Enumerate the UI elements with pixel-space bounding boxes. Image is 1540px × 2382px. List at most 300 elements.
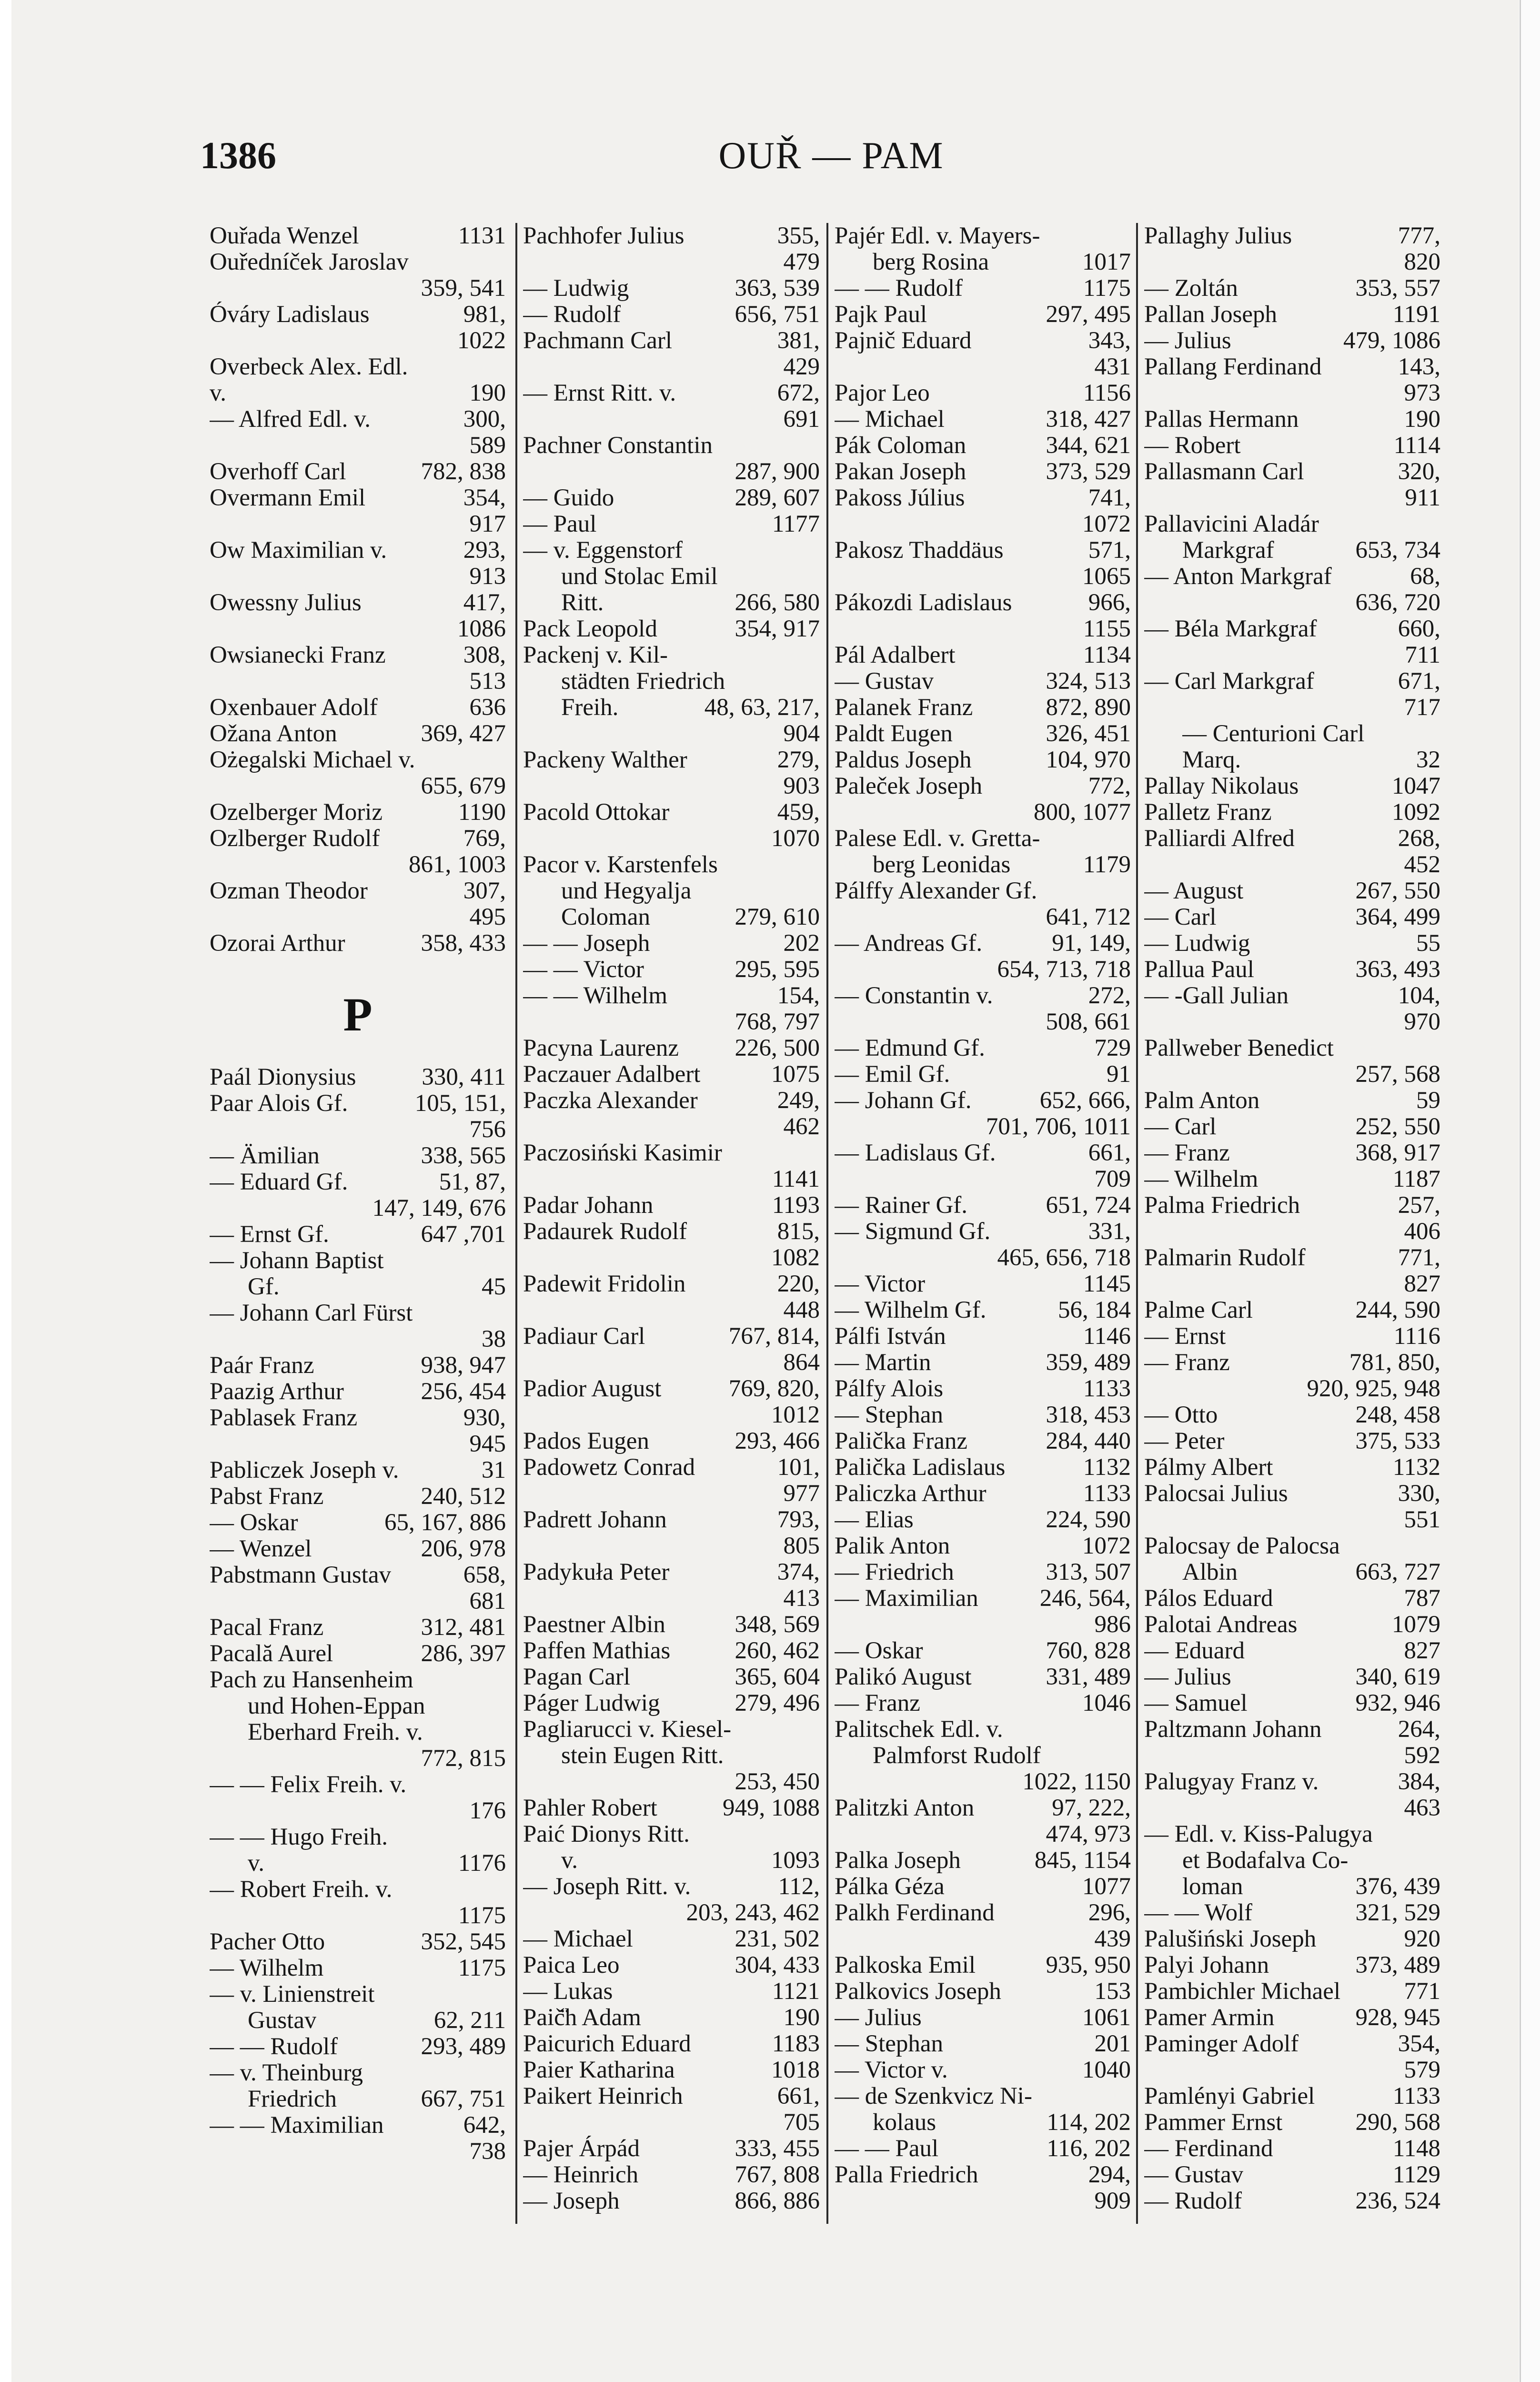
- entry-pages-continued: 579: [1404, 2057, 1440, 2083]
- entry-pages: 1132: [1392, 1454, 1440, 1481]
- entry-pages: 1146: [1083, 1323, 1131, 1350]
- entry-pages: 375, 533: [1355, 1428, 1440, 1454]
- entry-pages: 1114: [1393, 432, 1440, 459]
- index-entry: [835, 695, 1131, 721]
- index-entry: [835, 2162, 1131, 2188]
- entry-pages: 190: [469, 380, 506, 406]
- index-entry: [1144, 1847, 1440, 1874]
- entry-name: — v. Theinburg: [210, 2060, 363, 2086]
- entry-pages-continued: 681: [469, 1588, 506, 1615]
- entry-name: Ozman Theodor: [210, 878, 368, 904]
- entry-name: Padar Johann: [523, 1192, 654, 1219]
- entry-pages: 224, 590: [1046, 1506, 1131, 1533]
- index-entry: [523, 1664, 820, 1690]
- index-entry: [835, 1350, 1131, 1376]
- index-entry: [523, 1638, 820, 1664]
- entry-pages: 1018: [771, 2057, 820, 2083]
- entry-name: kolaus: [873, 2109, 936, 2136]
- entry-name: — Edl. v. Kiss-Palugya: [1144, 1821, 1373, 1847]
- entry-name: — Eduard Gf.: [210, 1169, 348, 1195]
- entry-name: Pálfi István: [835, 1323, 946, 1350]
- entry-name: Paminger Adolf: [1144, 2031, 1299, 2057]
- entry-name: Ritt.: [561, 590, 604, 616]
- index-list: [835, 223, 1131, 2214]
- entry-name: Paffen Mathias: [523, 1638, 671, 1664]
- entry-name: Palkoska Emil: [835, 1952, 976, 1978]
- index-entry: [1144, 957, 1440, 983]
- entry-pages: 667, 751: [421, 2086, 506, 2112]
- entry-pages-continued: 973: [1404, 380, 1440, 406]
- entry-pages: 782, 838: [421, 458, 506, 485]
- entry-name: v.: [210, 380, 226, 406]
- index-entry: [523, 1428, 820, 1454]
- index-entry: [1144, 1874, 1440, 1900]
- entry-name: Pálos Eduard: [1144, 1585, 1273, 1612]
- index-entry: [523, 668, 820, 695]
- entry-name: et Bodafalva Co-: [1182, 1847, 1349, 1874]
- entry-name: Palma Friedrich: [1144, 1192, 1300, 1219]
- index-entry: [1144, 537, 1440, 564]
- entry-pages: 307,: [463, 878, 506, 904]
- index-entry: [1144, 1035, 1440, 1061]
- index-entry: [523, 1743, 820, 1769]
- index-entry: [523, 2057, 820, 2083]
- entry-name: Paczauer Adalbert: [523, 1061, 701, 1088]
- entry-pages: 1190: [458, 799, 506, 826]
- entry-name: Pajor Leo: [835, 380, 930, 406]
- entry-name: Palitschek Edl. v.: [835, 1716, 1003, 1743]
- entry-name: Palkh Ferdinand: [835, 1900, 995, 1926]
- entry-pages: 45: [482, 1273, 506, 1300]
- index-entry: [523, 1926, 820, 1952]
- index-entry: [210, 380, 506, 406]
- entry-name: Pacyna Laurenz: [523, 1035, 679, 1061]
- index-entry: [835, 1664, 1131, 1690]
- entry-pages-continued: 439: [1094, 1926, 1131, 1952]
- index-entry: [523, 590, 820, 616]
- entry-name: Palugyay Franz v.: [1144, 1769, 1319, 1795]
- entry-name: — — Paul: [835, 2136, 939, 2162]
- index-entry: [210, 695, 506, 721]
- index-entry: [1144, 1690, 1440, 1716]
- entry-pages: 226, 500: [735, 1035, 820, 1061]
- entry-pages: 318, 453: [1046, 1402, 1131, 1428]
- index-entry: [835, 485, 1131, 511]
- index-entry: [523, 328, 820, 354]
- entry-pages: 300,: [463, 406, 506, 433]
- index-entry: [835, 1585, 1131, 1612]
- entry-name: Pakoss Július: [835, 485, 965, 511]
- entry-pages: 348, 569: [735, 1611, 820, 1638]
- index-entry: [523, 1192, 820, 1219]
- entry-pages: 321, 529: [1355, 1899, 1440, 1926]
- entry-name: Pallweber Benedict: [1144, 1035, 1334, 1061]
- entry-pages-continued: 413: [783, 1585, 820, 1612]
- entry-name: Pachmann Carl: [523, 328, 672, 354]
- entry-pages: 266, 580: [735, 589, 820, 616]
- index-entry: [835, 1874, 1131, 1900]
- entry-name: — Elias: [835, 1507, 914, 1533]
- index-entry: [523, 433, 820, 459]
- entry-pages: 104,: [1398, 982, 1440, 1009]
- index-entry: [523, 537, 820, 564]
- index-entry: [1144, 433, 1440, 459]
- index-entry: [835, 380, 1131, 406]
- index-entry: [210, 1693, 506, 1719]
- entry-name: — Ludwig: [1144, 930, 1250, 957]
- index-entry: [1144, 773, 1440, 799]
- entry-name: — Franz: [1144, 1350, 1230, 1376]
- entry-pages: 256, 454: [421, 1378, 506, 1405]
- entry-name: Ozorai Arthur: [210, 930, 345, 957]
- entry-pages: 48, 63, 217,: [704, 694, 820, 721]
- index-entry: [523, 2005, 820, 2031]
- entry-name: — Friedrich: [835, 1559, 954, 1585]
- entry-pages: 338, 565: [421, 1142, 506, 1169]
- index-entry: [210, 459, 506, 485]
- entry-name: — Stephan: [835, 2031, 944, 2057]
- index-entry: [1144, 878, 1440, 904]
- entry-pages: 769,: [463, 825, 506, 852]
- entry-pages: 295, 595: [735, 956, 820, 983]
- index-entry: [523, 223, 820, 249]
- index-entry: [523, 904, 820, 930]
- entry-pages-continued: 452: [1404, 851, 1440, 878]
- entry-pages: 1193: [772, 1192, 820, 1219]
- entry-name: — Alfred Edl. v.: [210, 406, 371, 433]
- index-entry: [210, 721, 506, 747]
- entry-pages-continued: 1141: [772, 1166, 820, 1192]
- entry-name: Pagliarucci v. Kiesel-: [523, 1716, 732, 1743]
- entry-pages: 116, 202: [1047, 2135, 1131, 2162]
- entry-pages: 1175: [1083, 275, 1131, 302]
- entry-pages: 771: [1404, 1978, 1440, 2005]
- index-list: [1144, 223, 1440, 2214]
- entry-name: Paliczka Arthur: [835, 1481, 986, 1507]
- index-entry: [523, 957, 820, 983]
- entry-name: — Victor v.: [835, 2057, 948, 2083]
- entry-pages-continued: 359, 541: [421, 275, 506, 302]
- column-rule: [515, 223, 517, 2224]
- index-entry: [1144, 1559, 1440, 1585]
- index-entry: [835, 1533, 1131, 1559]
- entry-name: — Sigmund Gf.: [835, 1219, 991, 1245]
- entry-pages: 767, 808: [735, 2161, 820, 2188]
- index-entry: [1144, 747, 1440, 773]
- entry-name: — Oskar: [210, 1510, 298, 1536]
- entry-name: Pach zu Hansenheim: [210, 1667, 413, 1693]
- index-entry: [210, 1143, 506, 1169]
- entry-name: Pados Eugen: [523, 1428, 649, 1454]
- entry-name: Pálka Géza: [835, 1874, 945, 1900]
- entry-pages: 787: [1404, 1585, 1440, 1612]
- index-entry: [1144, 904, 1440, 930]
- entry-pages: 769, 820,: [728, 1375, 820, 1402]
- entry-pages: 312, 481: [421, 1614, 506, 1641]
- entry-name: Padowetz Conrad: [523, 1454, 695, 1481]
- entry-pages: 1093: [771, 1847, 820, 1874]
- entry-name: — — Joseph: [523, 930, 650, 957]
- entry-name: Paczosiński Kasimir: [523, 1140, 722, 1166]
- index-entry: [523, 302, 820, 328]
- entry-pages: 932, 946: [1355, 1690, 1440, 1716]
- entry-name: — Paul: [523, 511, 597, 537]
- entry-name: Palla Friedrich: [835, 2162, 978, 2188]
- entry-pages-continued: 462: [783, 1113, 820, 1140]
- entry-name: Ožana Anton: [210, 721, 337, 747]
- index-entry: [523, 1454, 820, 1481]
- index-column-4: [1144, 223, 1440, 2243]
- index-entry: [835, 1219, 1131, 1245]
- index-list: [523, 223, 820, 2214]
- entry-name: Palotai Andreas: [1144, 1612, 1298, 1638]
- entry-name: Palušiński Joseph: [1144, 1926, 1317, 1952]
- index-entry: [835, 2057, 1131, 2083]
- index-entry: [1144, 1612, 1440, 1638]
- entry-pages-continued: 551: [1404, 1506, 1440, 1533]
- index-entry: [835, 275, 1131, 302]
- index-entry: [835, 1507, 1131, 1533]
- entry-pages: 101,: [777, 1454, 820, 1481]
- entry-pages: 330,: [1398, 1480, 1440, 1507]
- index-entry: [1144, 1821, 1440, 1847]
- entry-name: — Robert Freih. v.: [210, 1877, 393, 1903]
- entry-pages: 1132: [1083, 1454, 1131, 1481]
- entry-pages-continued: 406: [1404, 1218, 1440, 1245]
- entry-name: Pachner Constantin: [523, 433, 713, 459]
- entry-name: Eberhard Freih. v.: [248, 1719, 423, 1746]
- entry-name: Pachhofer Julius: [523, 223, 684, 249]
- entry-name: Paica Leo: [523, 1952, 620, 1978]
- index-entry: [210, 1090, 506, 1117]
- index-entry: [835, 1454, 1131, 1481]
- entry-pages: 344, 621: [1046, 432, 1131, 459]
- entry-name: Pallan Joseph: [1144, 302, 1278, 328]
- entry-pages: 330, 411: [422, 1064, 506, 1090]
- entry-pages: 240, 512: [421, 1483, 506, 1510]
- index-entry: [523, 747, 820, 773]
- entry-pages-continued: 1175: [458, 1902, 506, 1929]
- entry-pages-continued: 592: [1404, 1742, 1440, 1769]
- entry-pages: 354, 917: [735, 616, 820, 642]
- index-entry: [523, 1035, 820, 1061]
- entry-name: Palik Anton: [835, 1533, 950, 1559]
- entry-name: — Wilhelm Gf.: [835, 1297, 986, 1323]
- entry-name: Palitzki Anton: [835, 1795, 975, 1821]
- entry-pages-continued: 827: [1404, 1271, 1440, 1297]
- index-entry: [523, 1323, 820, 1350]
- entry-name: Pálmy Albert: [1144, 1454, 1273, 1481]
- index-entry: [210, 1824, 506, 1850]
- index-entry: [835, 1192, 1131, 1219]
- entry-name: Friedrich: [248, 2086, 337, 2112]
- index-entry: [1144, 2188, 1440, 2214]
- index-entry: [835, 406, 1131, 433]
- index-entry: [1144, 1297, 1440, 1323]
- entry-pages: 1079: [1392, 1611, 1440, 1638]
- entry-name: Packenj v. Kil-: [523, 642, 668, 668]
- index-entry: [1144, 721, 1440, 747]
- entry-pages-continued: 709: [1094, 1166, 1131, 1192]
- page-edge: [1520, 0, 1540, 2382]
- entry-name: — Ernst: [1144, 1323, 1226, 1350]
- entry-pages: 935, 950: [1046, 1952, 1131, 1978]
- entry-name: Paicurich Eduard: [523, 2031, 691, 2057]
- entry-pages: 767, 814,: [728, 1323, 820, 1350]
- entry-pages: 772,: [1088, 773, 1131, 799]
- entry-pages: 981,: [463, 301, 506, 328]
- entry-pages: 97, 222,: [1052, 1795, 1131, 1821]
- entry-name: Palme Carl: [1144, 1297, 1253, 1323]
- entry-name: Pálffy Alexander Gf.: [835, 878, 1037, 904]
- index-entry: [210, 1850, 506, 1877]
- entry-name: Paldt Eugen: [835, 721, 953, 747]
- page-header: [200, 134, 1462, 192]
- index-entry: [210, 1877, 506, 1903]
- index-entry: [835, 747, 1131, 773]
- entry-pages: 920: [1404, 1926, 1440, 1952]
- index-entry: [523, 1507, 820, 1533]
- entry-pages-continued: 909: [1094, 2188, 1131, 2214]
- entry-name: Palanek Franz: [835, 695, 973, 721]
- entry-pages: 363, 539: [735, 275, 820, 302]
- entry-pages: 1133: [1083, 1375, 1131, 1402]
- index-entry: [835, 878, 1131, 904]
- index-entry: [1144, 616, 1440, 642]
- entry-pages: 331,: [1088, 1218, 1131, 1245]
- entry-pages-continued: 864: [783, 1349, 820, 1376]
- entry-pages: 279,: [777, 747, 820, 773]
- entry-pages: 59: [1416, 1087, 1440, 1114]
- entry-name: — Otto: [1144, 1402, 1218, 1428]
- index-entry: [523, 1690, 820, 1716]
- entry-name: Padykuła Peter: [523, 1559, 670, 1585]
- entry-name: — Emil Gf.: [835, 1061, 950, 1088]
- entry-pages: 190: [783, 2004, 820, 2031]
- index-column-2: [523, 223, 820, 2243]
- entry-name: Paldus Joseph: [835, 747, 972, 773]
- entry-pages-continued: 711: [1405, 642, 1440, 668]
- entry-pages-continued: 465, 656, 718: [997, 1244, 1131, 1271]
- entry-name: Paár Franz: [210, 1352, 314, 1379]
- entry-pages-continued: 1072: [1082, 511, 1131, 537]
- index-entry: [523, 1219, 820, 1245]
- index-entry: [835, 930, 1131, 957]
- index-entry: [210, 1772, 506, 1798]
- index-entry: [210, 249, 506, 275]
- entry-pages: 68,: [1410, 563, 1440, 590]
- index-entry: [1144, 799, 1440, 826]
- index-entry: [523, 799, 820, 826]
- entry-pages: 153: [1094, 1978, 1131, 2005]
- entry-pages: 257,: [1398, 1192, 1440, 1219]
- entry-name: Albin: [1182, 1559, 1238, 1585]
- entry-pages-continued: 429: [783, 353, 820, 380]
- entry-name: — Ernst Ritt. v.: [523, 380, 676, 406]
- index-entry: [835, 223, 1131, 249]
- index-entry: [210, 1352, 506, 1379]
- entry-pages: 252, 550: [1355, 1113, 1440, 1140]
- entry-name: Palyi Johann: [1144, 1952, 1269, 1978]
- entry-name: Pambichler Michael: [1144, 1978, 1341, 2005]
- index-entry: [835, 1140, 1131, 1166]
- index-entry: [210, 302, 506, 328]
- index-entry: [1144, 2162, 1440, 2188]
- entry-name: — Wilhelm: [1144, 1166, 1258, 1192]
- index-entry: [1144, 1088, 1440, 1114]
- entry-pages: 333, 455: [735, 2135, 820, 2162]
- entry-pages: 1077: [1082, 1873, 1131, 1900]
- entry-name: — Michael: [523, 1926, 633, 1952]
- entry-pages-continued: 1082: [771, 1244, 820, 1271]
- index-entry: [835, 1795, 1131, 1821]
- entry-pages: 928, 945: [1355, 2004, 1440, 2031]
- entry-name: — — Rudolf: [835, 275, 963, 302]
- entry-pages: 355,: [777, 222, 820, 249]
- index-entry: [523, 1978, 820, 2005]
- entry-name: Overmann Emil: [210, 485, 366, 511]
- entry-name: Pack Leopold: [523, 616, 657, 642]
- entry-pages: 417,: [463, 589, 506, 616]
- index-entry: [835, 1847, 1131, 1874]
- entry-pages: 373, 529: [1046, 458, 1131, 485]
- entry-pages-continued: 738: [469, 2138, 506, 2165]
- entry-pages-continued: 147, 149, 676: [372, 1195, 506, 1221]
- index-entry: [1144, 1140, 1440, 1166]
- entry-pages: 31: [482, 1457, 506, 1484]
- entry-pages: 340, 619: [1355, 1664, 1440, 1690]
- entry-pages-continued: 38: [482, 1326, 506, 1352]
- index-entry: [835, 537, 1131, 564]
- entry-name: Pák Coloman: [835, 433, 966, 459]
- entry-pages: 331, 489: [1046, 1664, 1131, 1690]
- entry-pages: 671,: [1398, 668, 1440, 695]
- index-entry: [523, 1952, 820, 1978]
- index-column-1: [210, 223, 506, 2243]
- entry-pages: 1145: [1083, 1271, 1131, 1297]
- entry-name: — Ernst Gf.: [210, 1221, 329, 1248]
- entry-name: Pajnič Eduard: [835, 328, 972, 354]
- index-entry: [835, 1743, 1131, 1769]
- entry-name: — Peter: [1144, 1428, 1225, 1454]
- entry-name: Ouřada Wenzel: [210, 223, 359, 249]
- entry-name: Padiaur Carl: [523, 1323, 645, 1350]
- entry-name: — Wenzel: [210, 1536, 312, 1562]
- entry-name: Marq.: [1182, 747, 1241, 773]
- entry-name: — Ämilian: [210, 1143, 320, 1169]
- entry-pages: 268,: [1398, 825, 1440, 852]
- index-entry: [835, 2109, 1131, 2136]
- entry-pages: 359, 489: [1046, 1349, 1131, 1376]
- entry-name: — Michael: [835, 406, 945, 433]
- index-entry: [210, 799, 506, 826]
- entry-pages-continued: 768, 797: [735, 1009, 820, 1035]
- entry-pages-continued: 1070: [771, 825, 820, 852]
- entry-pages: 1131: [458, 222, 506, 249]
- index-entry: [523, 1140, 820, 1166]
- entry-pages: 647 ,701: [421, 1221, 506, 1248]
- entry-pages: 374,: [777, 1559, 820, 1585]
- entry-name: — Joseph: [523, 2188, 620, 2214]
- entry-pages-continued: 479: [783, 249, 820, 275]
- entry-pages-continued: 257, 568: [1355, 1061, 1440, 1088]
- entry-name: — Constantin v.: [835, 983, 993, 1009]
- index-entry: [210, 1221, 506, 1248]
- entry-pages: 369, 427: [421, 720, 506, 747]
- entry-pages: 949, 1088: [723, 1795, 820, 1821]
- entry-name: Palliardi Alfred: [1144, 826, 1295, 852]
- index-entry: [1144, 826, 1440, 852]
